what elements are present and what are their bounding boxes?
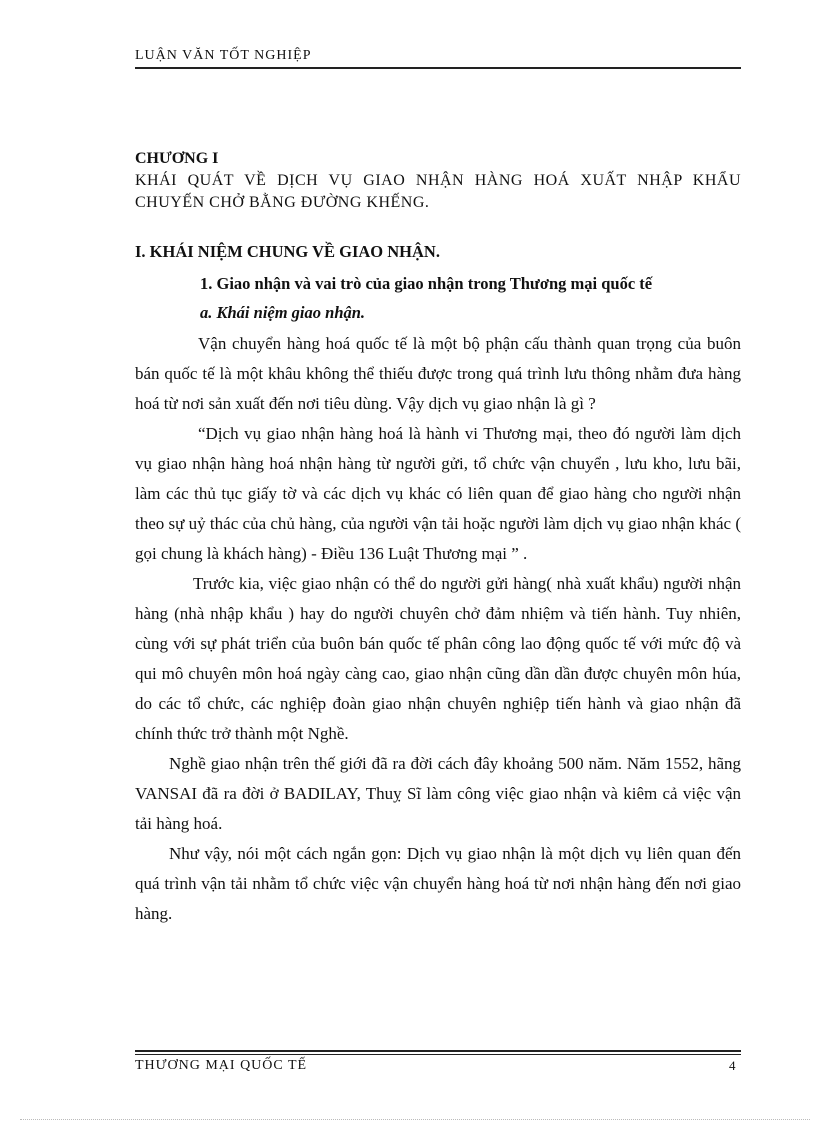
page-number: 4 — [729, 1058, 736, 1073]
paragraph: Trước kia, việc giao nhận có thể do người gửi hàng( nhà xuất khẩu) người nhận hàng (nhà nhập khẩu ) hay do người chuyên chở đảm nhiệm và tiến hành. Tuy nhiên, cùng với sự phát triển của buôn bán quốc tế phân công lao động quốc tế với mức độ và qui mô chuyên môn hoá ngày càng cao, giao nhận cũng dần dần được chuyên môn húa, do các tổ chức, các nghiệp đoàn giao nhận chuyên nghiệp tiến hành và giao nhận đã chính thức trở thành một Nghề. — [135, 574, 741, 743]
footer-rule — [135, 1050, 741, 1055]
header-rule — [135, 67, 741, 69]
chapter-label: CHƯƠNG I — [135, 150, 219, 167]
footer-text: THƯƠNG MẠI QUỐC TẾ — [135, 1058, 308, 1073]
page-edge — [20, 1119, 810, 1120]
page-header — [135, 48, 741, 64]
paragraph: “Dịch vụ giao nhận hàng hoá là hành vi Thương mại, theo đó người làm dịch vụ giao nhận hàng hoá nhận hàng từ người gửi, tổ chức vận chuyển , lưu kho, lưu bãi, làm các thủ tục giấy tờ và các dịch vụ khác có liên quan để giao hàng cho người nhận theo sự uỷ thác của chủ hàng, của người vận tải hoặc người làm dịch vụ giao nhận khác ( gọi chung là khách hàng) - Điều 136 Luật Thương mại ” . — [135, 424, 741, 563]
body-text — [135, 329, 741, 929]
paragraph: Như vậy, nói một cách ngắn gọn: Dịch vụ giao nhận là một dịch vụ liên quan đến quá trình vận tải nhằm tổ chức việc vận chuyển hàng hoá từ nơi nhận hàng đến nơi giao hàng. — [135, 844, 741, 923]
header-text: LUẬN VĂN TỐT NGHIỆP — [135, 48, 312, 63]
paragraph: Vận chuyển hàng hoá quốc tế là một bộ phận cấu thành quan trọng của buôn bán quốc tế là một khâu không thể thiếu được trong quá trình lưu thông nhằm đưa hàng hoá từ nơi sản xuất đến nơi tiêu dùng. Vậy dịch vụ giao nhận là gì ? — [135, 334, 741, 413]
section-heading: I. KHÁI NIỆM CHUNG VỀ GIAO NHẬN. — [135, 242, 440, 261]
chapter-heading — [135, 148, 741, 214]
paragraph: Nghề giao nhận trên thế giới đã ra đời cách đây khoảng 500 năm. Năm 1552, hãng VANSAI đã ra đời ở BADILAY, Thuỵ Sĩ làm công việc giao nhận và kiêm cả việc vận tải hàng hoá. — [135, 754, 741, 833]
chapter-title: KHÁI QUÁT VỀ DỊCH VỤ GIAO NHẬN HÀNG HOÁ XUẤT NHẬP KHẨU CHUYẾN CHỞ BẰNG ĐƯỜNG KHẾNG. — [135, 172, 741, 211]
subsection-heading: 1. Giao nhận và vai trò của giao nhận trong Thương mại quốc tế — [200, 274, 653, 293]
subsubsection-heading: a. Khái niệm giao nhận. — [200, 303, 366, 322]
